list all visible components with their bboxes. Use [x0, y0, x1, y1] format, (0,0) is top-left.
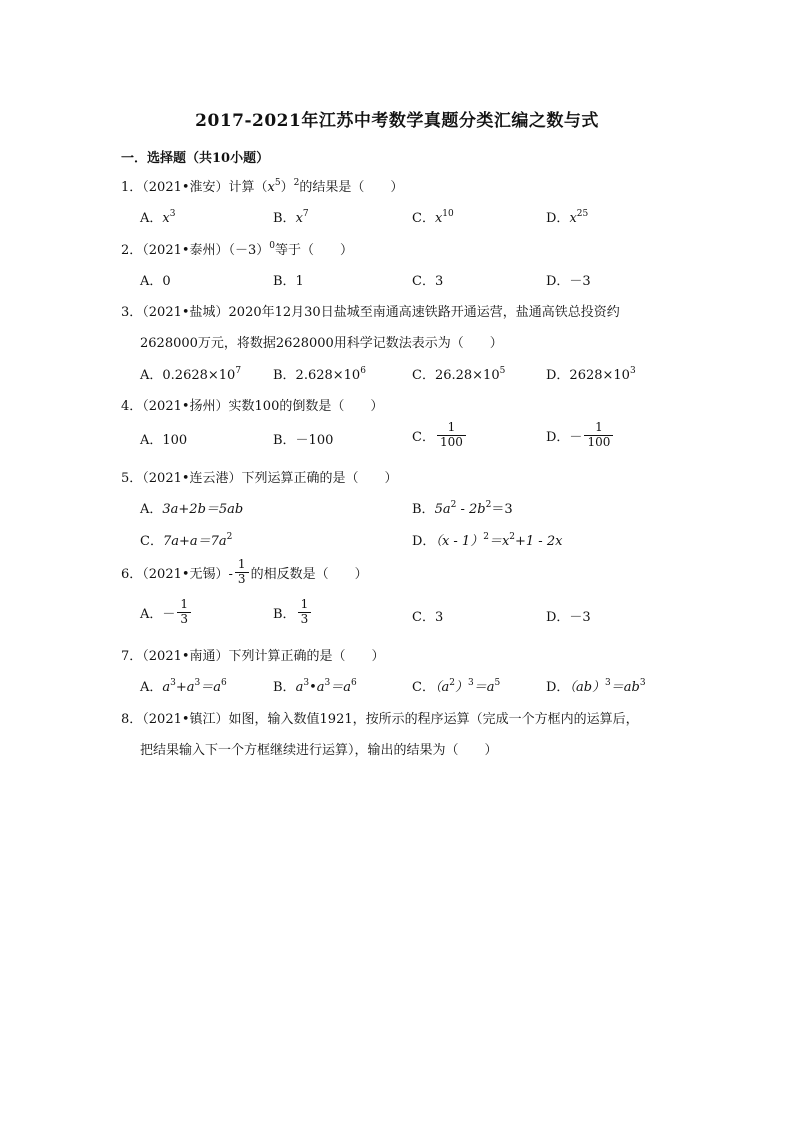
question-1-option-d: D．$x^{25}$: [546, 209, 589, 226]
question-2-stem: 2．（2021•泰州）$(-3)^0$等于（ ）: [121, 241, 354, 258]
question-5-option-c: C．$7a+a=7a^2$: [140, 532, 233, 549]
fraction: $\frac{1}{3}$: [298, 598, 312, 627]
question-6-stem: 6．（2021•无锡）- $\frac{1}{3}$ 的相反数是（ ）: [121, 557, 368, 586]
question-5-option-b: B．$5a^2 - 2b^2=3$: [412, 500, 513, 517]
question-7-option-c: C．$(a^2)^3=a^5$: [412, 678, 501, 695]
document-title: 2017-2021年江苏中考数学真题分类汇编之数与式: [195, 111, 599, 131]
question-7-option-a: A．$a^3+a^3=a^6$: [140, 678, 227, 695]
question-4-option-a: A．100: [140, 433, 188, 448]
question-3-option-d: D．$2628\times 10^3$: [546, 366, 636, 383]
fraction: $\frac{1}{3}$: [177, 598, 191, 627]
question-4-option-c: C． $\frac{1}{100}$: [412, 421, 468, 450]
section-heading: 一．选择题（共10小题）: [121, 151, 270, 166]
question-4-stem: 4．（2021•扬州）实数100的倒数是（ ）: [121, 399, 384, 414]
question-8-stem-line1: 8．（2021•镇江）如图，输入数值1921，按所示的程序运算（完成一个方框内的运算后，: [121, 712, 639, 727]
question-7-stem: 7．（2021•南通）下列计算正确的是（ ）: [121, 649, 385, 664]
question-1-stem: 1．（2021•淮安）计算$(x^5)^2$的结果是（ ）: [121, 178, 404, 195]
question-5-option-a: A．3a+2b＝5ab: [140, 502, 244, 517]
question-6-option-a: A．－ $\frac{1}{3}$: [140, 598, 193, 627]
question-5-stem: 5．（2021•连云港）下列运算正确的是（ ）: [121, 471, 398, 486]
question-6-option-b: B． $\frac{1}{3}$: [273, 598, 313, 627]
question-1-option-c: C．$x^{10}$: [412, 209, 454, 226]
question-3-stem-line2: 2628000万元，将数据2628000用科学记数法表示为（ ）: [140, 336, 503, 351]
question-2-option-d: D．－3: [546, 274, 591, 289]
question-8-stem-line2: 把结果输入下一个方框继续进行运算），输出的结果为（ ）: [140, 743, 498, 758]
question-6-option-c: C．3: [412, 610, 444, 625]
question-7-option-b: B．$a^3•a^3=a^6$: [273, 678, 357, 695]
question-4-option-b: B．－100: [273, 433, 334, 448]
fraction: $\frac{1}{3}$: [235, 558, 249, 587]
question-2-option-b: B．1: [273, 274, 304, 289]
question-3-option-c: C．$26.28\times 10^5$: [412, 366, 506, 383]
fraction: $\frac{1}{100}$: [584, 421, 613, 450]
question-2-option-c: C．3: [412, 274, 444, 289]
question-7-option-d: D．$(ab)^3=ab^3$: [546, 678, 646, 695]
question-3-option-b: B．$2.628\times 10^6$: [273, 366, 366, 383]
question-4-option-d: D．－ $\frac{1}{100}$: [546, 421, 615, 450]
fraction: $\frac{1}{100}$: [437, 421, 466, 450]
question-1-option-b: B．$x^7$: [273, 209, 309, 226]
question-1-option-a: A．$x^3$: [140, 209, 176, 226]
question-3-stem-line1: 3．（2021•盐城）2020年12月30日盐城至南通高速铁路开通运营，盐通高铁总投资约: [121, 305, 620, 320]
question-5-option-d: D．$(x - 1)^2=x^2+1 - 2x$: [412, 532, 563, 549]
question-3-option-a: A．$0.2628\times 10^7$: [140, 366, 242, 383]
question-6-option-d: D．－3: [546, 610, 591, 625]
question-2-option-a: A．0: [140, 274, 171, 289]
